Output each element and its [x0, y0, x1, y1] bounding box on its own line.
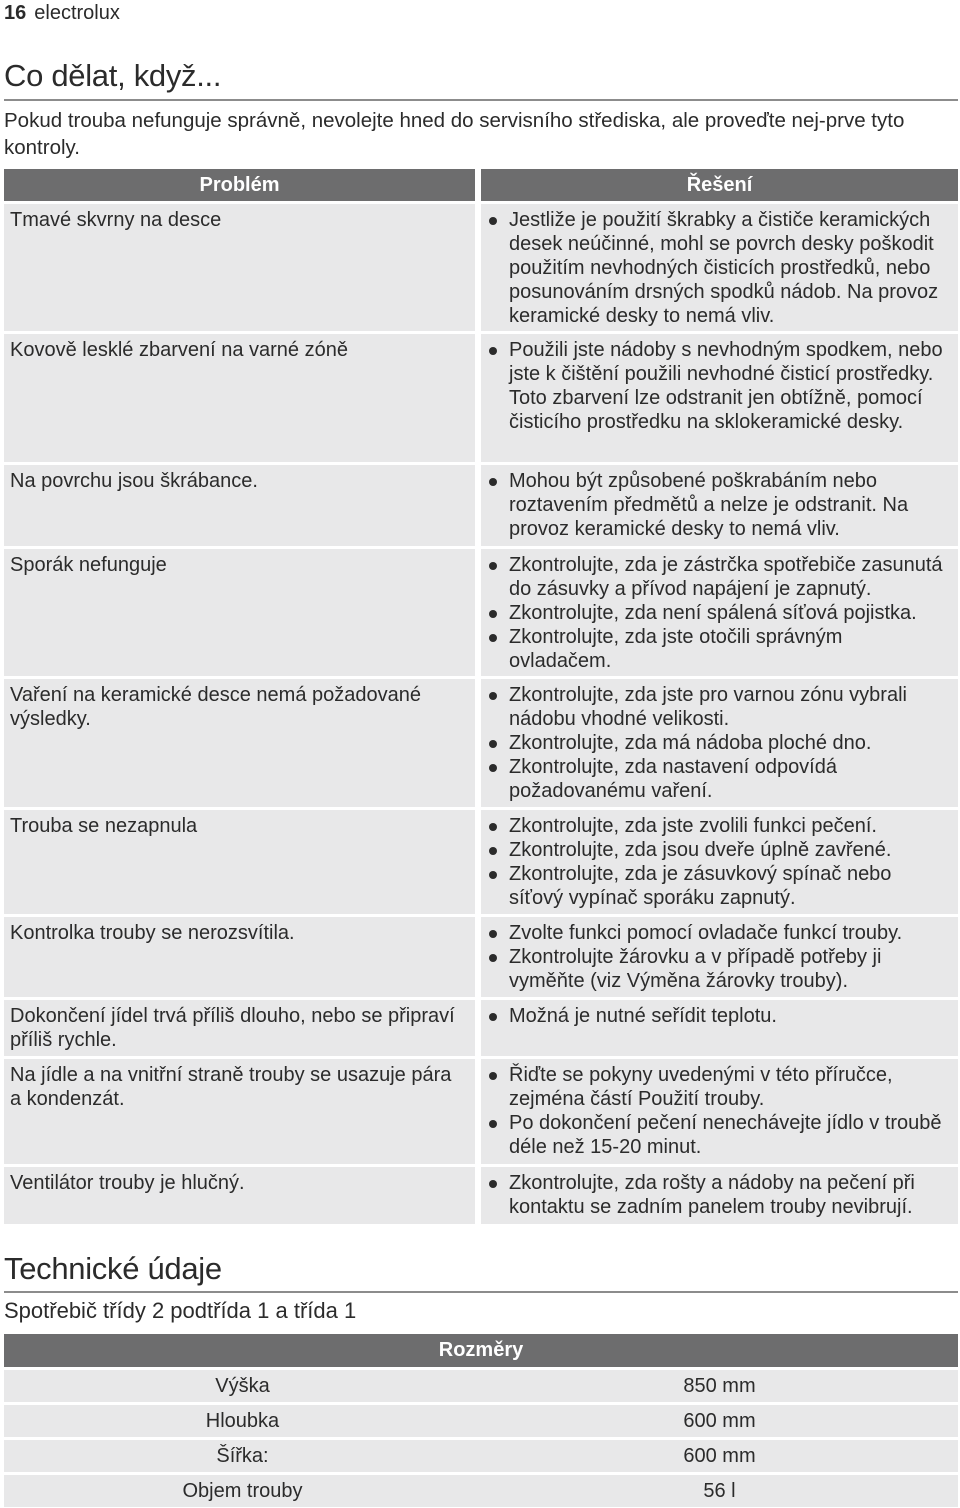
dimension-row — [4, 1405, 958, 1437]
intro-paragraph: Pokud trouba nefunguje správně, nevolejte hned do servisního střediska, ale proveďte nej-prve tyto kontroly. — [4, 109, 905, 159]
solution-list — [489, 921, 950, 993]
dimensions-header: Rozměry — [4, 1334, 958, 1367]
solution-item: Zkontrolujte žárovku a v případě potřeby ji vyměňte (viz Výměna žárovky trouby). — [489, 945, 950, 993]
solution-cell — [481, 1059, 958, 1164]
problem-cell: Vaření na keramické desce nemá požadované výsledky. — [4, 679, 475, 807]
solution-cell — [481, 917, 958, 997]
problem-cell: Trouba se nezapnula — [4, 810, 475, 914]
dimensions-body — [4, 1370, 958, 1507]
dimension-value: 850 mm — [683, 1374, 756, 1397]
header-solution: Řešení — [481, 169, 958, 201]
table-row — [4, 810, 958, 914]
table-row — [4, 1167, 958, 1224]
solution-item: Řiďte se pokyny uvedenými v této příručce, zejména částí Použití trouby. — [489, 1063, 950, 1111]
problem-cell: Sporák nefunguje — [4, 549, 475, 676]
troubleshooting-table — [4, 169, 958, 1224]
solution-cell — [481, 1167, 958, 1224]
table-row — [4, 334, 958, 462]
solution-item: Mohou být způsobené poškrabáním nebo roztavením předmětů a nelze je odstranit. Na provoz keramické desky to nemá vliv. — [489, 469, 950, 541]
solution-item: Možná je nutné seřídit teplotu. — [489, 1004, 950, 1028]
table-row — [4, 204, 958, 331]
solution-list — [489, 814, 950, 910]
solution-item: Zkontrolujte, zda jste pro varnou zónu vybrali nádobu vhodné velikosti. — [489, 683, 950, 731]
solution-item: Zkontrolujte, zda má nádoba ploché dno. — [489, 731, 950, 755]
section-title-technical: Technické údaje — [4, 1251, 222, 1286]
page-header — [4, 2, 120, 25]
dimension-label: Výška — [215, 1374, 270, 1397]
solution-cell — [481, 1000, 958, 1056]
dimension-row — [4, 1475, 958, 1507]
appliance-class: Spotřebič třídy 2 podtřída 1 a třída 1 — [4, 1298, 357, 1323]
solution-cell — [481, 549, 958, 676]
solution-list — [489, 1004, 950, 1028]
solution-item: Jestliže je použití škrabky a čističe keramických desek neúčinné, mohl se povrch desky poškodit použitím nevhodných čisticích prostředků, nebo posunováním drsných spodků nádob. Na provoz keramické desky to nemá vliv. — [489, 208, 950, 328]
solution-list — [489, 338, 950, 434]
solution-item: Po dokončení pečení nenechávejte jídlo v troubě déle než 15-20 minut. — [489, 1111, 950, 1159]
dimension-row — [4, 1370, 958, 1402]
solution-item: Zkontrolujte, zda jste zvolili funkci pečení. — [489, 814, 950, 838]
solution-item: Zkontrolujte, zda jste otočili správným ovladačem. — [489, 625, 950, 673]
dimension-label: Hloubka — [205, 1409, 280, 1432]
problem-cell: Kovově lesklé zbarvení na varné zóně — [4, 334, 475, 462]
solution-cell — [481, 679, 958, 807]
table-body — [4, 204, 958, 1224]
solution-cell — [481, 465, 958, 546]
solution-list — [489, 1063, 950, 1159]
solution-item: Zkontrolujte, zda nastavení odpovídá požadovanému vaření. — [489, 755, 950, 803]
table-row — [4, 917, 958, 997]
solution-list — [489, 683, 950, 803]
dimension-row — [4, 1440, 958, 1472]
dimensions-table — [4, 1334, 958, 1507]
solution-item: Zkontrolujte, zda jsou dveře úplně zavřené. — [489, 838, 950, 862]
page-number: 16 — [4, 2, 27, 24]
solution-list — [489, 1171, 950, 1219]
solution-cell — [481, 334, 958, 462]
title-divider — [4, 1291, 958, 1293]
solution-list — [489, 469, 950, 541]
solution-list — [489, 553, 950, 673]
table-row — [4, 549, 958, 676]
solution-item: Zvolte funkci pomocí ovladače funkcí trouby. — [489, 921, 950, 945]
solution-item: Zkontrolujte, zda je zásuvkový spínač nebo síťový vypínač sporáku zapnutý. — [489, 862, 950, 910]
dimension-label: Šířka: — [216, 1444, 269, 1467]
solution-cell — [481, 810, 958, 914]
table-row — [4, 679, 958, 807]
solution-item: Zkontrolujte, zda není spálená síťová pojistka. — [489, 601, 950, 625]
solution-item: Zkontrolujte, zda je zástrčka spotřebiče zasunutá do zásuvky a přívod napájení je zapnutý. — [489, 553, 950, 601]
brand-name: electrolux — [34, 2, 120, 24]
solution-cell — [481, 204, 958, 331]
table-row — [4, 465, 958, 546]
problem-cell: Na povrchu jsou škrábance. — [4, 465, 475, 546]
problem-cell: Kontrolka trouby se nerozsvítila. — [4, 917, 475, 997]
table-header-row — [4, 169, 958, 201]
problem-cell: Dokončení jídel trvá příliš dlouho, nebo se připraví příliš rychle. — [4, 1000, 475, 1056]
section-title-troubleshooting: Co dělat, když... — [4, 58, 222, 93]
dimension-value: 600 mm — [683, 1409, 756, 1432]
solution-list — [489, 208, 950, 328]
table-row — [4, 1059, 958, 1164]
header-problem: Problém — [4, 169, 475, 201]
dimension-value: 56 l — [703, 1479, 736, 1502]
solution-item: Použili jste nádoby s nevhodným spodkem, nebo jste k čištění použili nevhodné čisticí prostředky. Toto zbarvení lze odstranit jen obtížně, pomocí čisticího prostředku na sklokeramické desky. — [489, 338, 950, 434]
problem-cell: Tmavé skvrny na desce — [4, 204, 475, 331]
table-row — [4, 1000, 958, 1056]
solution-item: Zkontrolujte, zda rošty a nádoby na pečení při kontaktu se zadním panelem trouby nevibrují. — [489, 1171, 950, 1219]
problem-cell: Na jídle a na vnitřní straně trouby se usazuje pára a kondenzát. — [4, 1059, 475, 1164]
dimension-label: Objem trouby — [182, 1479, 303, 1502]
problem-cell: Ventilátor trouby je hlučný. — [4, 1167, 475, 1224]
title-divider — [4, 99, 958, 101]
dimension-value: 600 mm — [683, 1444, 756, 1467]
